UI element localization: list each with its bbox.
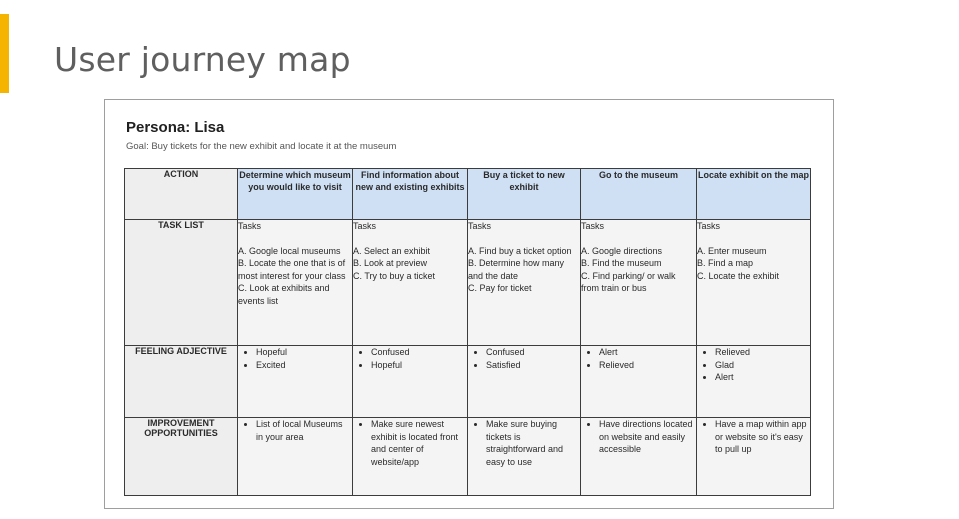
feeling-row — [125, 346, 811, 418]
stage-header: Buy a ticket to new exhibit — [468, 169, 581, 220]
feeling-item: • Confused — [486, 346, 580, 359]
task-item: C. Pay for ticket — [468, 283, 532, 293]
row-label-improvement: IMPROVEMENT OPPORTUNITIES — [125, 418, 238, 496]
accent-bar — [0, 14, 9, 93]
feeling-cell — [468, 346, 581, 418]
slide-title: User journey map — [54, 40, 351, 79]
task-cell — [581, 220, 697, 346]
task-item: C. Look at exhibits and events list — [238, 283, 330, 306]
feeling-item: • Alert — [715, 371, 810, 384]
improvement-item: • Have a map within app or website so it's easy to pull up — [715, 418, 810, 456]
improvement-item: • Make sure buying tickets is straightforward and easy to use — [486, 418, 580, 468]
feeling-item: • Hopeful — [371, 359, 467, 372]
feeling-cell — [238, 346, 353, 418]
improvement-item: • Make sure newest exhibit is located front and center of website/app — [371, 418, 467, 468]
task-cell — [468, 220, 581, 346]
journey-map-table — [124, 168, 811, 496]
tasks-label: Tasks — [581, 221, 605, 231]
stage-header: Determine which museum you would like to visit — [238, 169, 353, 220]
feeling-item: • Relieved — [715, 346, 810, 359]
persona-name: Persona: Lisa — [126, 119, 225, 136]
feeling-cell — [353, 346, 468, 418]
task-item: A. Google directions — [581, 245, 663, 256]
tasks-label: Tasks — [697, 221, 721, 231]
feeling-cell — [581, 346, 697, 418]
feeling-item: • Glad — [715, 359, 810, 372]
task-item: B. Locate the one that is of most interest for your class — [238, 258, 346, 281]
stage-header: Find information about new and existing exhibits — [353, 169, 468, 220]
feeling-item: • Alert — [599, 346, 696, 359]
feeling-item: • Excited — [256, 359, 352, 372]
task-item: B. Determine how many and the date — [468, 258, 565, 281]
task-item: B. Find the museum — [581, 258, 662, 268]
improvement-cell — [353, 418, 468, 496]
task-cell — [353, 220, 468, 346]
task-item: C. Try to buy a ticket — [353, 270, 436, 281]
task-cell — [238, 220, 353, 346]
task-item: B. Find a map — [697, 258, 754, 268]
feeling-cell — [697, 346, 811, 418]
task-list-row — [125, 220, 811, 346]
task-item: B. Look at preview — [353, 258, 428, 268]
improvement-cell — [468, 418, 581, 496]
feeling-item: • Hopeful — [256, 346, 352, 359]
stage-header: Go to the museum — [581, 169, 697, 220]
task-cell — [697, 220, 811, 346]
action-header: ACTION — [125, 169, 238, 220]
improvement-item: • List of local Museums in your area — [256, 418, 352, 443]
row-label-task-list: TASK LIST — [125, 220, 238, 346]
task-item: A. Google local museums — [238, 245, 341, 256]
improvement-cell — [238, 418, 353, 496]
stage-header: Locate exhibit on the map — [697, 169, 811, 220]
improvement-item: • Have directions located on website and easily accessible — [599, 418, 696, 456]
improvement-cell — [581, 418, 697, 496]
feeling-item: • Satisfied — [486, 359, 580, 372]
tasks-label: Tasks — [468, 221, 492, 231]
persona-goal: Goal: Buy tickets for the new exhibit and locate it at the museum — [126, 141, 397, 152]
task-item: A. Find buy a ticket option — [468, 245, 572, 256]
task-item: A. Enter museum — [697, 245, 767, 256]
task-item: C. Locate the exhibit — [697, 270, 780, 281]
improvement-cell — [697, 418, 811, 496]
task-item: A. Select an exhibit — [353, 245, 431, 256]
stage-header-row — [125, 169, 811, 220]
improvement-row — [125, 418, 811, 496]
row-label-feeling: FEELING ADJECTIVE — [125, 346, 238, 418]
task-item: C. Find parking/ or walk from train or bus — [581, 270, 676, 293]
tasks-label: Tasks — [353, 221, 377, 231]
tasks-label: Tasks — [238, 221, 262, 231]
feeling-item: • Relieved — [599, 359, 696, 372]
journey-map-card — [104, 99, 834, 509]
feeling-item: • Confused — [371, 346, 467, 359]
